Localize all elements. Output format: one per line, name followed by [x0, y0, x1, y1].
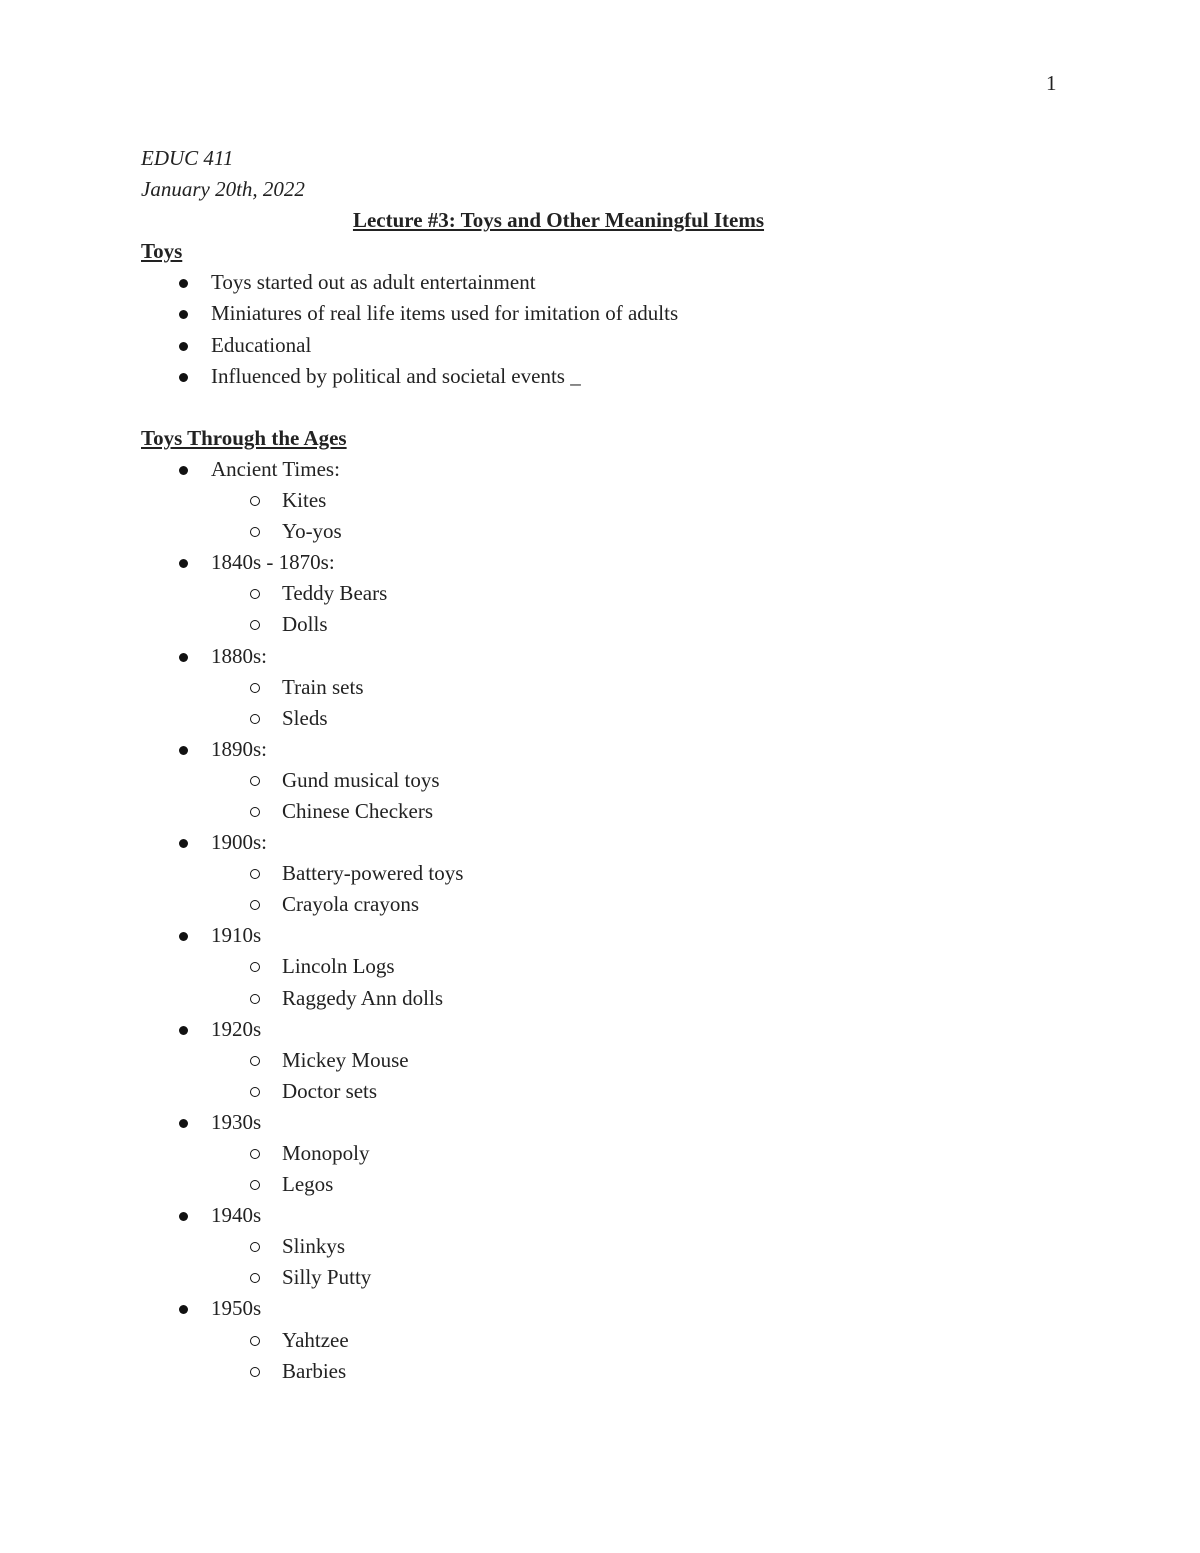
hollow-bullet-icon: [250, 962, 260, 972]
era-item: [141, 1107, 1061, 1138]
hollow-bullet-icon: [250, 1367, 260, 1377]
toy-item: [141, 796, 1061, 827]
list-item: [141, 267, 1061, 298]
era-item: [141, 920, 1061, 951]
list-item-text: Educational: [211, 332, 312, 357]
bullet-icon: [179, 1305, 188, 1314]
hollow-bullet-icon: [250, 1273, 260, 1283]
bullet-icon: [179, 279, 188, 288]
toy-item: [141, 951, 1061, 982]
era-item: [141, 1200, 1061, 1231]
bullet-icon: [179, 373, 188, 382]
hollow-bullet-icon: [250, 1149, 260, 1159]
hollow-bullet-icon: [250, 1056, 260, 1066]
toy-name: Raggedy Ann dolls: [282, 985, 443, 1010]
hollow-bullet-icon: [250, 807, 260, 817]
toy-name: Monopoly: [282, 1141, 370, 1165]
bullet-icon: [179, 1119, 188, 1128]
toy-item: [141, 1325, 1061, 1356]
toy-item: [141, 578, 1061, 609]
era-item: [141, 1014, 1061, 1045]
toy-name: Silly Putty: [282, 1265, 372, 1290]
era-label: 1840s - 1870s:: [211, 550, 335, 575]
toy-name: Barbies: [282, 1358, 347, 1383]
toy-name: Gund musical toys: [282, 767, 440, 792]
era-label: 1950s: [211, 1296, 262, 1321]
toy-name: Doctor sets: [282, 1078, 378, 1103]
era-label: 1910s: [211, 923, 262, 948]
bullet-icon: [179, 1212, 188, 1221]
toy-item: [141, 1076, 1061, 1107]
toy-name: Mickey Mouse: [282, 1047, 409, 1072]
bullet-icon: [179, 1026, 188, 1035]
toy-name: Legos: [282, 1172, 334, 1197]
hollow-bullet-icon: [250, 589, 260, 599]
toys-list: [141, 267, 1061, 391]
toy-name: Lincoln Logs: [282, 954, 395, 979]
hollow-bullet-icon: [250, 1336, 260, 1346]
hollow-bullet-icon: [250, 1180, 260, 1190]
bullet-icon: [179, 653, 188, 662]
list-item-text: Influenced by political and societal events _: [211, 363, 581, 388]
list-item-text: Miniatures of real life items used for imitation of adults: [211, 301, 679, 326]
toy-item: [141, 1138, 1061, 1169]
toy-item: [141, 485, 1061, 516]
bullet-icon: [179, 310, 188, 319]
toy-item: [141, 516, 1061, 547]
toy-name: Kites: [282, 488, 327, 513]
toy-item: [141, 1356, 1061, 1387]
toy-item: [141, 858, 1061, 889]
toy-item: [141, 765, 1061, 796]
era-label: 1930s: [211, 1109, 262, 1134]
bullet-icon: [179, 559, 188, 568]
lecture-date: January 20th, 2022: [141, 177, 305, 202]
section-heading-toys-through-ages: Toys Through the Ages: [141, 425, 347, 450]
toy-name: Battery-powered toys: [282, 861, 464, 886]
bullet-icon: [179, 342, 188, 351]
toy-name: Dolls: [282, 612, 328, 637]
toy-name: Train sets: [282, 674, 364, 699]
hollow-bullet-icon: [250, 620, 260, 630]
toy-name: Yo-yos: [282, 519, 342, 544]
era-label: 1920s: [211, 1016, 262, 1041]
list-item: [141, 361, 1061, 392]
hollow-bullet-icon: [250, 683, 260, 693]
hollow-bullet-icon: [250, 994, 260, 1004]
toy-item: [141, 889, 1061, 920]
hollow-bullet-icon: [250, 527, 260, 537]
section-heading-toys: Toys: [141, 239, 183, 264]
toy-name: Sleds: [282, 705, 328, 730]
toy-item: [141, 1169, 1061, 1200]
toy-item: [141, 672, 1061, 703]
era-item: [141, 1293, 1061, 1324]
era-label: 1900s:: [211, 830, 268, 855]
toy-name: Chinese Checkers: [282, 798, 434, 823]
hollow-bullet-icon: [250, 900, 260, 910]
bullet-icon: [179, 466, 188, 475]
toy-name: Slinkys: [282, 1234, 346, 1259]
eras-list: [141, 454, 1061, 1387]
hollow-bullet-icon: [250, 496, 260, 506]
toy-item: [141, 1231, 1061, 1262]
lecture-title: Lecture #3: Toys and Other Meaningful Items: [352, 208, 765, 233]
toy-item: [141, 1045, 1061, 1076]
toy-item: [141, 703, 1061, 734]
toy-item: [141, 1262, 1061, 1293]
era-item: [141, 547, 1061, 578]
hollow-bullet-icon: [250, 1242, 260, 1252]
toy-item: [141, 983, 1061, 1014]
list-item: [141, 298, 1061, 329]
era-label: 1940s: [211, 1203, 262, 1228]
bullet-icon: [179, 746, 188, 755]
hollow-bullet-icon: [250, 869, 260, 879]
list-item-text: Toys started out as adult entertainment: [211, 270, 536, 295]
toy-item: [141, 609, 1061, 640]
hollow-bullet-icon: [250, 714, 260, 724]
page-number: 1: [1046, 71, 1057, 95]
bullet-icon: [179, 839, 188, 848]
hollow-bullet-icon: [250, 776, 260, 786]
toy-name: Teddy Bears: [282, 581, 388, 606]
era-item: [141, 454, 1061, 485]
era-label: Ancient Times:: [211, 456, 340, 481]
era-item: [141, 827, 1061, 858]
era-item: [141, 641, 1061, 672]
course-code: EDUC 411: [141, 146, 234, 170]
list-item: [141, 330, 1061, 361]
era-item: [141, 734, 1061, 765]
bullet-icon: [179, 932, 188, 941]
hollow-bullet-icon: [250, 1087, 260, 1097]
era-label: 1890s:: [211, 736, 268, 761]
document-body: [141, 143, 1061, 1387]
toy-name: Crayola crayons: [282, 892, 420, 917]
era-label: 1880s:: [211, 643, 268, 668]
toy-name: Yahtzee: [282, 1327, 349, 1352]
blank-line: [141, 392, 1061, 423]
